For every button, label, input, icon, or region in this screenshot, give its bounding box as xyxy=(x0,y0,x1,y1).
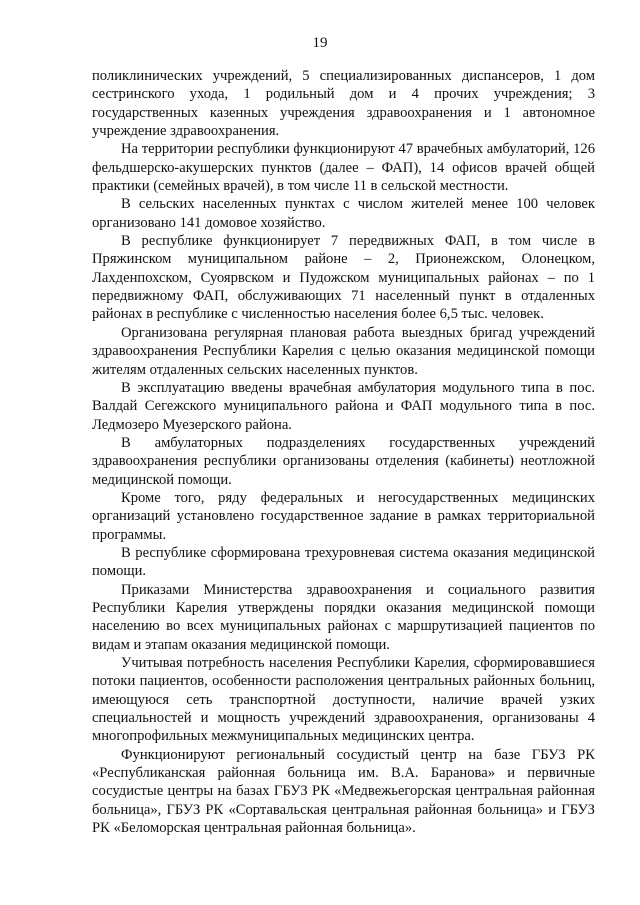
paragraph-mobile-fap: В республике функционирует 7 передвижных ФАП, в том числе в Пряжинском муниципальном районе – 2, Прионежском, Олонецком, Лахденпохском, Суоярвском и Пудожском муниципальных районах – по 1 передвижному ФАП, обслуживающих 71 населенный пункт в отдаленных районах в республике с численностью населения более 6,5 тыс. человек. xyxy=(92,233,595,323)
document-body xyxy=(92,67,595,837)
paragraph-emergency-care: В амбулаторных подразделениях государственных учреждений здравоохранения республики организованы отделения (кабинеты) неотложной медицинской помощи. xyxy=(92,434,595,488)
paragraph-three-level-system: В республике сформирована трехуровневая система оказания медицинской помощи. xyxy=(92,544,595,580)
paragraph-ambulatories: На территории республики функционируют 47 врачебных амбулаторий, 126 фельдшерско-акушерских пунктов (далее – ФАП), 14 офисов врачей общей практики (семейных врачей), в том числе 11 в сельской местности. xyxy=(92,141,595,195)
paragraph-vascular-centers: Функционируют региональный сосудистый центр на базе ГБУЗ РК «Республиканская районная больница им. В.А. Баранова» и первичные сосудистые центры на базах ГБУЗ РК «Медвежьегорская центральная районная больница», ГБУЗ РК «Сортавальская центральная районная больница» и ГБУЗ РК «Беломорская центральная районная больница». xyxy=(92,746,595,837)
page-number: 19 xyxy=(312,35,328,51)
paragraph-intermunicipal-centers: Учитывая потребность населения Республики Карелия, сформировавшиеся потоки пациентов, особенности расположения центральных районных больниц, имеющуюся сеть транспортной доступности, наличие врачей узких специальностей и мощность учреждений здравоохранения, организованы 4 многопрофильных межмуниципальных медицинских центра. xyxy=(92,655,595,745)
paragraph-state-assignment: Кроме того, ряду федеральных и негосударственных медицинских организаций установлено государственное задание в рамках территориальной программы. xyxy=(92,489,595,543)
paragraph-institutions-continued: поликлинических учреждений, 5 специализированных диспансеров, 1 дом сестринского ухода, 1 родильный дом и 4 прочих учреждения; 3 государственных казенных учреждения здравоохранения и 1 автономное учреждение здравоохранения. xyxy=(92,68,595,140)
paragraph-household-units: В сельских населенных пунктах с числом жителей менее 100 человек организовано 141 домовое хозяйство. xyxy=(92,196,595,231)
paragraph-ministry-orders: Приказами Министерства здравоохранения и социального развития Республики Карелия утверждены порядки оказания медицинской помощи населению во всех муниципальных районах с маршрутизацией пациентов по видам и этапам оказания медицинской помощи. xyxy=(92,581,595,653)
paragraph-field-teams: Организована регулярная плановая работа выездных бригад учреждений здравоохранения Республики Карелия с целью оказания медицинской помощи жителям отдаленных сельских населенных пунктов. xyxy=(92,324,595,378)
paragraph-modular-facilities: В эксплуатацию введены врачебная амбулатория модульного типа в пос. Валдай Сегежского муниципального района и ФАП модульного типа в пос. Ледмозеро Муезерского района. xyxy=(92,379,595,433)
